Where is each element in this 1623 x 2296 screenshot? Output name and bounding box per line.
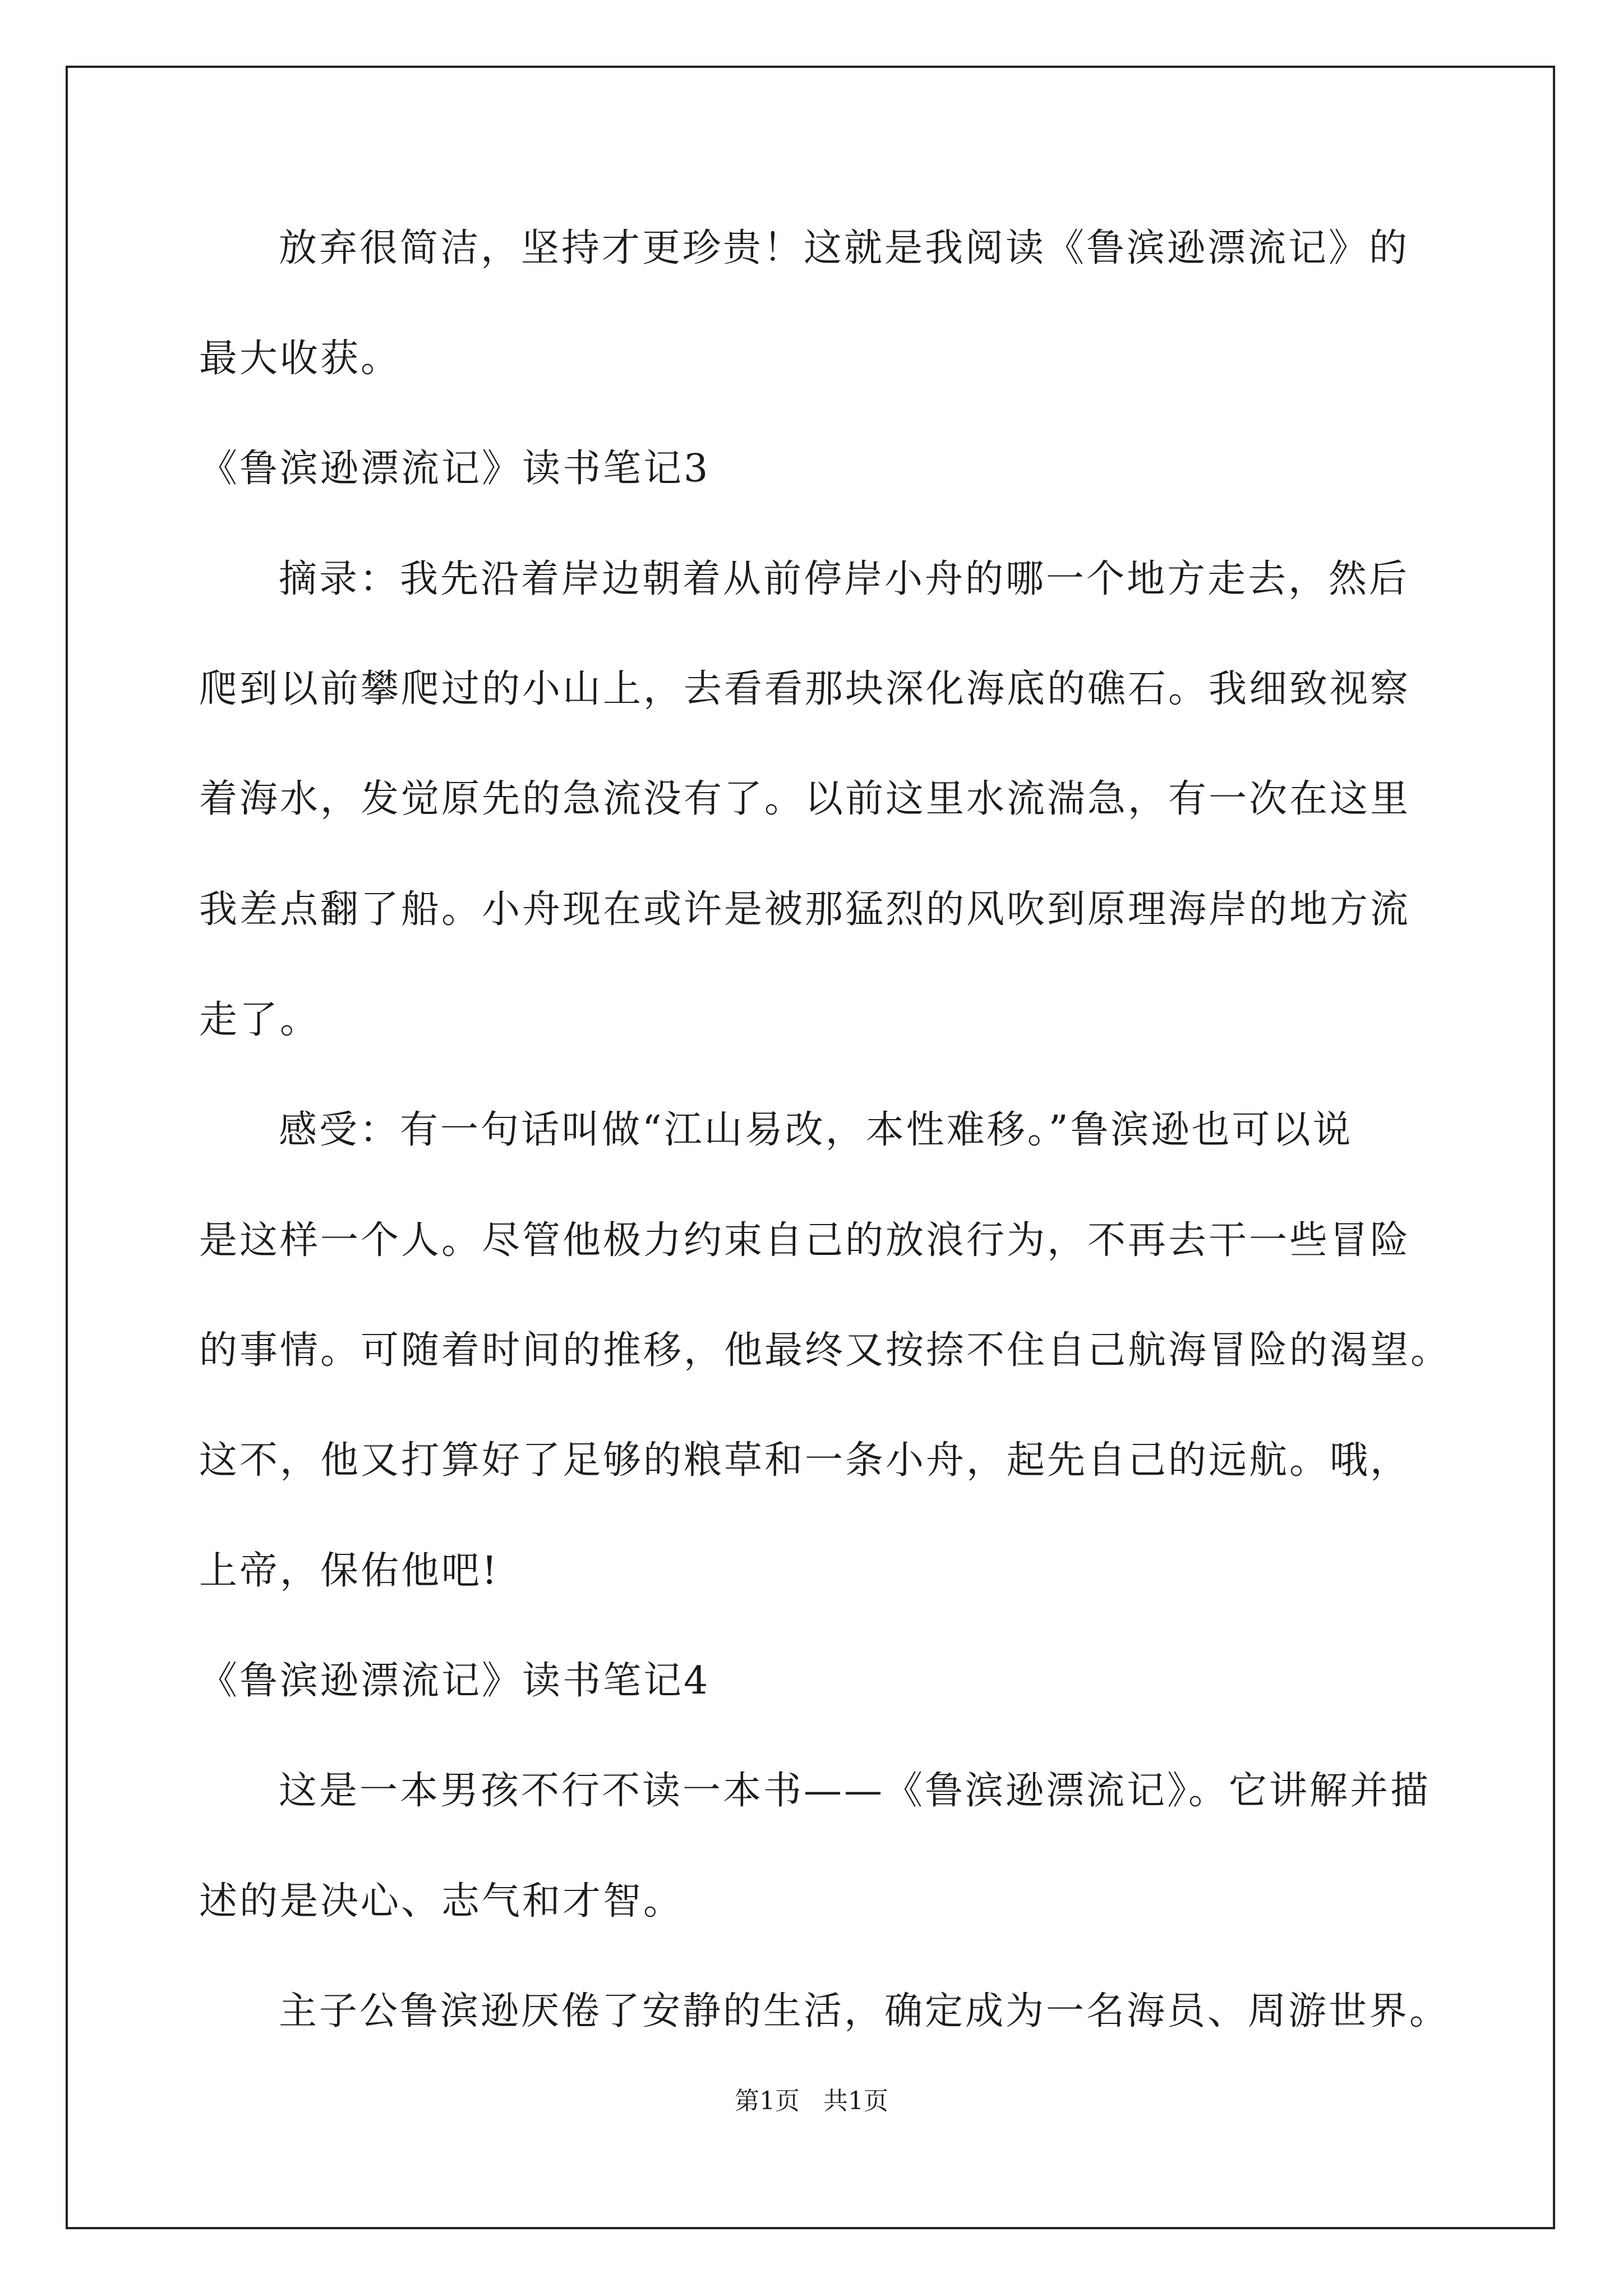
body-text-line: 的事情。可随着时间的推移，他最终又按捺不住自己航海冒险的渴望。	[199, 1328, 1451, 1373]
body-text-line: 是这样一个人。尽管他极力约束自己的放浪行为，不再去干一些冒险	[199, 1218, 1411, 1263]
section-heading: 《鲁滨逊漂流记》读书笔记3	[199, 447, 711, 491]
body-text-line: 放弃很简洁，坚持才更珍贵！这就是我阅读《鲁滨逊漂流记》的	[279, 226, 1410, 270]
body-text-line: 这不，他又打算好了足够的粮草和一条小舟，起先自己的远航。哦，	[199, 1438, 1411, 1483]
body-text-line: 感受：有一句话叫做“江山易改，本性难移。”鲁滨逊也可以说	[279, 1108, 1353, 1152]
body-text-line: 摘录：我先沿着岸边朝着从前停岸小舟的哪一个地方走去，然后	[279, 557, 1410, 601]
body-text-line: 最大收获。	[199, 337, 402, 381]
body-text-line: 我差点翻了船。小舟现在或许是被那猛烈的风吹到原理海岸的地方流	[199, 887, 1411, 932]
body-text-line: 述的是决心、志气和才智。	[199, 1879, 684, 1924]
page-footer: 第1页 共1页	[735, 2087, 888, 2115]
body-text-line: 上帝，保佑他吧!	[199, 1549, 500, 1593]
body-text-line: 爬到以前攀爬过的小山上，去看看那块深化海底的礁石。我细致视察	[199, 667, 1411, 711]
body-text-line: 走了。	[199, 998, 321, 1042]
section-heading: 《鲁滨逊漂流记》读书笔记4	[199, 1659, 711, 1703]
body-text-line: 这是一本男孩不行不读一本书——《鲁滨逊漂流记》。它讲解并描	[279, 1769, 1431, 1813]
body-text-line: 主子公鲁滨逊厌倦了安静的生活，确定成为一名海员、周游世界。	[279, 1989, 1450, 2033]
body-text-line: 着海水，发觉原先的急流没有了。以前这里水流湍急，有一次在这里	[199, 777, 1411, 821]
